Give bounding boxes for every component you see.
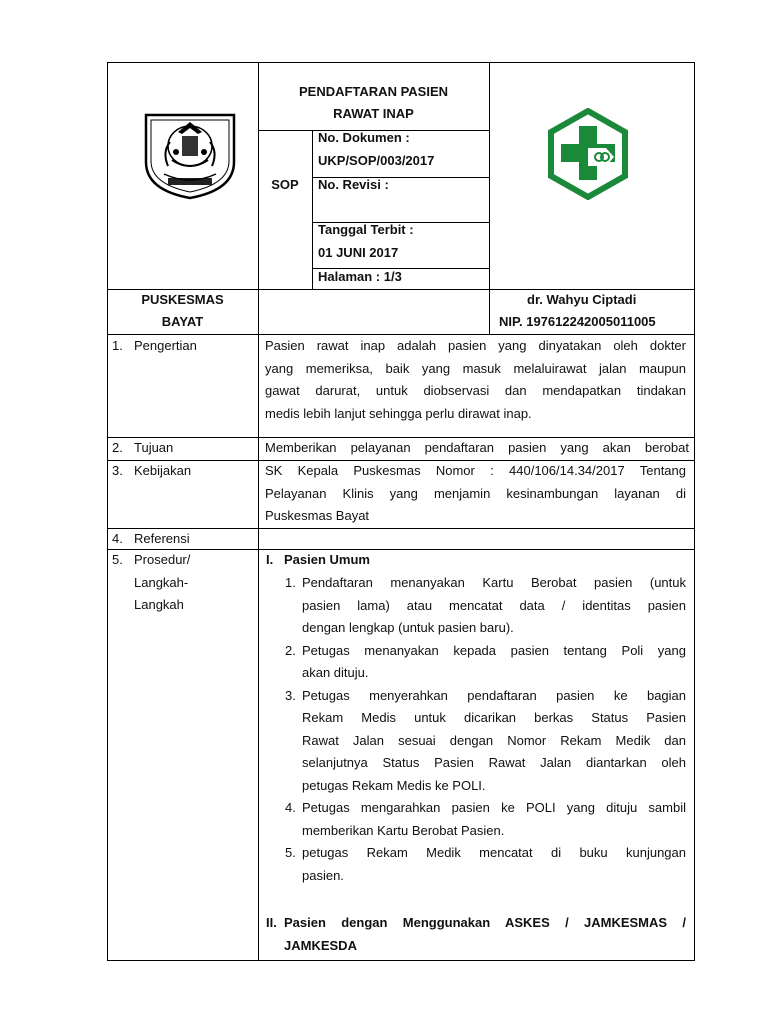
grid-line — [258, 62, 259, 961]
step-item — [284, 572, 686, 640]
text-line: Puskesmas Bayat — [265, 508, 370, 523]
step-item — [284, 797, 686, 842]
text-line: Rekam Medis untuk dicarikan berkas Status Pasien — [302, 710, 686, 725]
document-title-line2: RAWAT INAP — [333, 106, 414, 121]
text-line: memberikan Kartu Berobat Pasien. — [302, 822, 505, 838]
row-num-tujuan: 2. — [112, 440, 123, 455]
text-line: pasien. — [302, 867, 344, 883]
text-line: Langkah- — [134, 574, 189, 590]
step-number: 1. — [285, 575, 296, 590]
grid-line — [107, 549, 695, 550]
organization-name — [107, 289, 258, 333]
step-number: 5. — [285, 845, 296, 860]
text-line: pasien lama) atau mencatat data / identitas pasien — [302, 597, 686, 613]
step-item — [284, 685, 686, 798]
text-line: Langkah — [134, 597, 184, 612]
signer-name: dr. Wahyu Ciptadi — [527, 292, 637, 307]
text-line: Petugas menanyakan kepada pasien tentang Poli yang — [302, 642, 686, 658]
organization-name-line1: PUSKESMAS — [141, 292, 224, 307]
document-title — [258, 81, 489, 125]
row-num-prosedur: 5. — [112, 552, 123, 567]
step-list — [284, 572, 686, 887]
signer-nip: NIP. 197612242005011005 — [499, 314, 656, 329]
revision-label: No. Revisi : — [318, 177, 389, 192]
text-line: Prosedur/ — [134, 552, 191, 567]
text-line: petugas Rekam Medis ke POLI. — [302, 777, 486, 793]
date-label: Tanggal Terbit : — [318, 222, 414, 237]
step-number: 3. — [285, 687, 296, 703]
row-label-prosedur — [134, 549, 190, 617]
step-item — [284, 842, 686, 887]
text-line: SK Kepala Puskesmas Nomor : 440/106/14.34/2017 Tentang — [265, 463, 686, 478]
regency-emblem-icon — [142, 112, 238, 200]
row-content-pengertian — [265, 335, 686, 425]
puskesmas-logo-icon — [542, 108, 634, 200]
row-label-tujuan: Tujuan — [134, 440, 174, 455]
text-line: Petugas mengarahkan pasien ke POLI yang dituju sambil — [302, 800, 686, 815]
text-line: Pelayanan Klinis yang menjamin kesinambungan layanan di — [265, 485, 686, 501]
section-number: I. — [266, 552, 274, 567]
text-line: selanjutnya Status Pasien Rawat Jalan diantarkan oleh — [302, 755, 686, 770]
row-label-kebijakan: Kebijakan — [134, 463, 192, 478]
section-title: Pasien Umum — [284, 552, 370, 567]
text-line: Rawat Jalan sesuai dengan Nomor Rekam Medik dan — [302, 732, 686, 748]
row-content-kebijakan — [265, 460, 686, 528]
text-line: Petugas menyerahkan pendaftaran pasien ke bagian — [302, 687, 686, 703]
sop-label: SOP — [271, 177, 299, 192]
text-line: petugas Rekam Medik mencatat di buku kunjungan — [302, 845, 686, 860]
signer-block — [489, 289, 695, 333]
row-num-pengertian: 1. — [112, 338, 123, 353]
row-num-referensi: 4. — [112, 531, 123, 546]
text-line: Pasien rawat inap adalah pasien yang dinyatakan oleh dokter — [265, 338, 686, 353]
text-line: akan dituju. — [302, 665, 369, 680]
page-label: Halaman : 1/3 — [318, 269, 402, 284]
section-number: II. — [266, 915, 277, 930]
text-line: gawat darurat, untuk diobservasi dan mendapatkan tindakan — [265, 383, 686, 398]
organization-name-line2: BAYAT — [161, 314, 204, 329]
row-content-tujuan: Memberikan pelayanan pendaftaran pasien yang akan berobat — [265, 440, 689, 455]
text-line: Pasien dengan Menggunakan ASKES / JAMKESMAS / — [284, 915, 686, 930]
row-label-referensi: Referensi — [134, 531, 190, 546]
step-item — [284, 640, 686, 685]
text-line: yang memeriksa, baik yang masuk melaluirawat jalan maupun — [265, 360, 686, 376]
text-line: JAMKESDA — [284, 937, 357, 953]
text-line: medis lebih lanjut sehingga perlu dirawat inap. — [265, 405, 532, 421]
grid-line — [107, 528, 695, 529]
row-label-pengertian: Pengertian — [134, 338, 197, 353]
section-title — [284, 912, 686, 957]
text-line: Pendaftaran menanyakan Kartu Berobat pasien (untuk — [302, 575, 686, 590]
doc-no-value: UKP/SOP/003/2017 — [318, 153, 435, 168]
doc-no-label: No. Dokumen : — [318, 130, 410, 145]
text-line: dengan lengkap (untuk pasien baru). — [302, 620, 514, 635]
row-num-kebijakan: 3. — [112, 463, 123, 478]
grid-line — [312, 130, 313, 289]
step-number: 4. — [285, 800, 296, 815]
step-number: 2. — [285, 642, 296, 658]
document-title-line1: PENDAFTARAN PASIEN — [298, 84, 449, 99]
date-value: 01 JUNI 2017 — [318, 245, 399, 260]
